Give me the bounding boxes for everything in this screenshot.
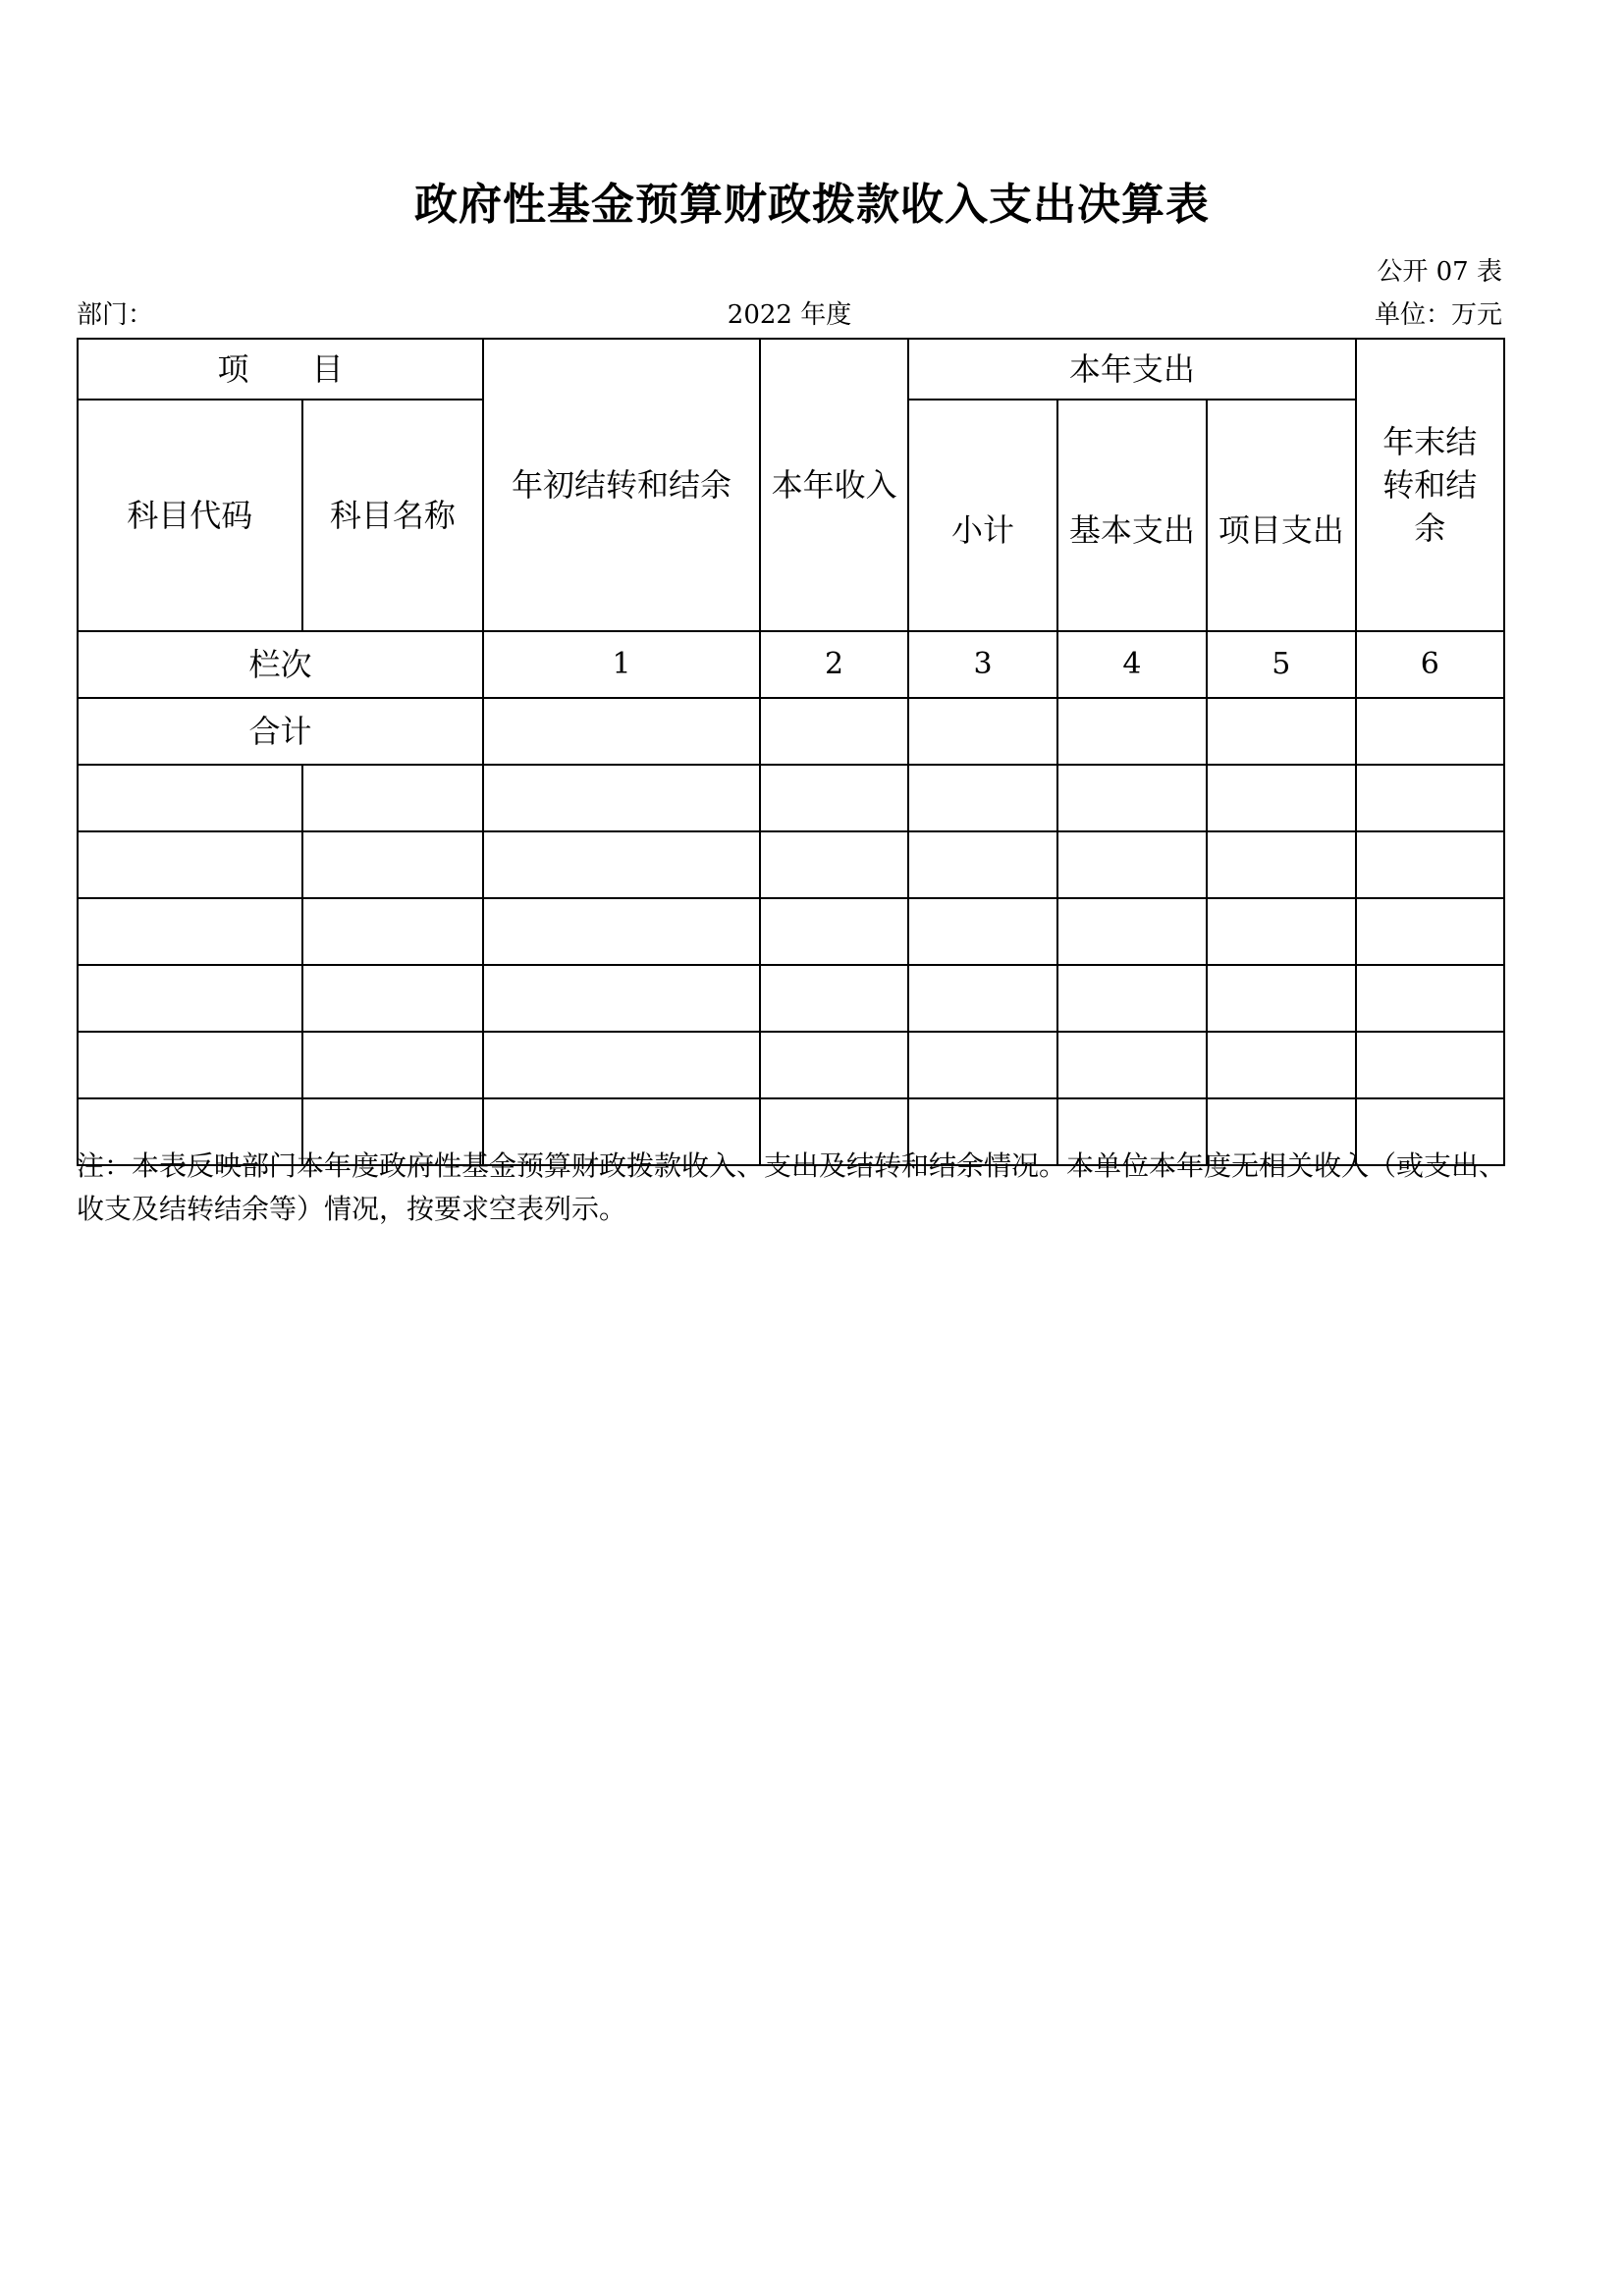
table-cell [302,765,484,831]
index-col-3: 3 [908,631,1056,698]
header-expense-group: 本年支出 [908,339,1355,400]
table-cell [1356,965,1504,1032]
table-cell [1057,831,1207,898]
header-basic-expense: 基本支出 [1057,400,1207,631]
budget-table [77,338,1505,1166]
table-cell [760,831,908,898]
table-cell [760,965,908,1032]
table-cell [78,765,302,831]
table-cell [1057,1032,1207,1098]
table-cell [1356,1032,1504,1098]
total-row [78,698,1504,765]
table-row [78,831,1504,898]
header-project-expense: 项目支出 [1207,400,1355,631]
table-cell [302,965,484,1032]
header-income: 本年收入 [760,339,908,631]
table-cell [1207,898,1355,965]
header-subject-code: 科目代码 [78,400,302,631]
table-row [78,1032,1504,1098]
table-cell [1207,765,1355,831]
table-cell [908,698,1056,765]
table-cell [1356,831,1504,898]
table-cell [1207,965,1355,1032]
form-number: 公开 07 表 [1377,257,1502,287]
table-row [78,965,1504,1032]
table-cell [1207,1032,1355,1098]
unit-label: 单位：万元 [1374,300,1502,330]
table-cell [760,698,908,765]
table-cell [1356,898,1504,965]
table-cell [483,765,760,831]
total-row-label: 合计 [78,698,483,765]
table-cell [1057,765,1207,831]
table-row [78,898,1504,965]
index-col-4: 4 [1057,631,1207,698]
header-item: 项 目 [78,339,483,400]
header-subject-name: 科目名称 [302,400,484,631]
fiscal-year: 2022 年度 [727,300,852,330]
table-cell [302,831,484,898]
table-cell [1057,965,1207,1032]
table-cell [908,831,1056,898]
table-cell [483,898,760,965]
table-cell [78,1032,302,1098]
header-begin-balance: 年初结转和结余 [483,339,760,631]
table-cell [908,765,1056,831]
table-cell [483,965,760,1032]
table-cell [1356,765,1504,831]
table-cell [908,965,1056,1032]
table-cell [760,1032,908,1098]
table-cell [1057,898,1207,965]
index-col-5: 5 [1207,631,1355,698]
table-cell [78,831,302,898]
index-col-1: 1 [483,631,760,698]
table-cell [1057,698,1207,765]
page-title: 政府性基金预算财政拨款收入支出决算表 [414,180,1210,230]
table-cell [1207,831,1355,898]
table-cell [1356,698,1504,765]
table-row [78,765,1504,831]
table-cell [908,898,1056,965]
table-cell [483,831,760,898]
header-subtotal: 小计 [908,400,1056,631]
table-cell [78,965,302,1032]
table-cell [78,898,302,965]
table-cell [760,898,908,965]
meta-row [77,294,1502,330]
table-cell [1207,698,1355,765]
table-cell [908,1032,1056,1098]
department-label: 部门： [77,300,154,330]
table-cell [302,1032,484,1098]
table-cell [760,765,908,831]
table-cell [483,1032,760,1098]
index-row-label: 栏次 [78,631,483,698]
table-cell [302,898,484,965]
index-col-6: 6 [1356,631,1504,698]
index-col-2: 2 [760,631,908,698]
table-cell [483,698,760,765]
footnote: 注：本表反映部门本年度政府性基金预算财政拨款收入、支出及结转和结余情况。本单位本年度无相关收入（或支出、收支及结转结余等）情况，按要求空表列示。 [77,1149,1507,1225]
header-end-balance: 年末结转和结余 [1356,339,1504,631]
